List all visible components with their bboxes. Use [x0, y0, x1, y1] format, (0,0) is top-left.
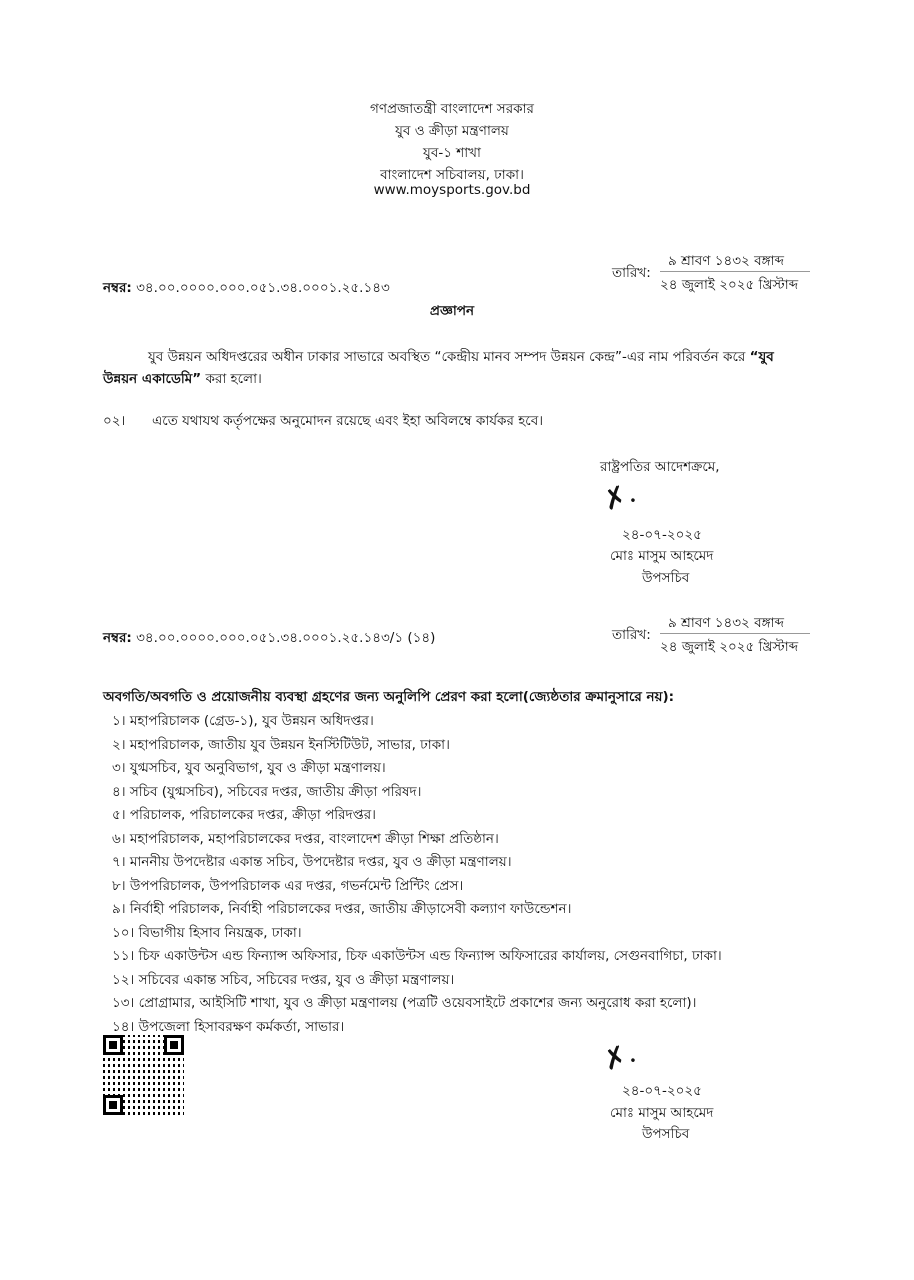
signature-mark: ✗. [598, 1035, 641, 1078]
copy-item: ২। মহাপরিচালক, জাতীয় যুব উন্নয়ন ইনস্টিটিউট, সাভার, ঢাকা। [112, 737, 450, 753]
header-address: বাংলাদেশ সচিবালয়, ঢাকা। [380, 167, 524, 183]
copy-item: ৭। মাননীয় উপদেষ্টার একান্ত সচিব, উপদেষ্টার দপ্তর, যুব ও ক্রীড়া মন্ত্রণালয়। [112, 854, 512, 870]
date-divider [660, 271, 810, 272]
signatory-designation: উপসচিব [642, 570, 690, 586]
signatory-name: মোঃ মাসুম আহমেদ [610, 548, 714, 564]
copy-item: ৩। যুগ্মসচিব, যুব অনুবিভাগ, যুব ও ক্রীড়া মন্ত্রণালয়। [112, 760, 386, 776]
qr-code [103, 1035, 184, 1115]
copy-item: ১৩। প্রোগ্রামার, আইসিটি শাখা, যুব ও ক্রীড়া মন্ত্রণালয় (পত্রটি ওয়েবসাইটে প্রকাশের জন্য অনুরোধ করা হলো)। [112, 995, 697, 1011]
para1-text: যুব উন্নয়ন অধিদপ্তরের অধীন ঢাকার সাভারে অবস্থিত “কেন্দ্রীয় মানব সম্পদ উন্নয়ন কেন্দ্র”-এর নাম পরিবর্তন করে [148, 349, 750, 365]
signatory-name: মোঃ মাসুম আহমেদ [610, 1105, 714, 1121]
date-divider [660, 633, 810, 634]
signatory-designation: উপসচিব [642, 1126, 690, 1142]
new-name-part1: “যুব [749, 349, 774, 365]
paragraph-2-text: এতে যথাযথ কর্তৃপক্ষের অনুমোদন রয়েছে এবং ইহা অবিলম্বে কার্যকর হবে। [152, 413, 544, 429]
body-paragraph-1 [148, 346, 774, 369]
copy-item: ৯। নির্বাহী পরিচালক, নির্বাহী পরিচালকের দপ্তর, জাতীয় ক্রীড়াসেবী কল্যাণ ফাউন্ডেশন। [112, 901, 572, 917]
body-paragraph-1-cont [103, 368, 262, 391]
copy-item: ৫। পরিচালক, পরিচালকের দপ্তর, ক্রীড়া পরিদপ্তর। [112, 807, 376, 823]
copy-item: ৪। সচিব (যুগ্মসচিব), সচিবের দপ্তর, জাতীয় ক্রীড়া পরিষদ। [112, 784, 422, 800]
copy-item: ১১। চিফ একাউন্টস এন্ড ফিন্যান্স অফিসার, চিফ একাউন্টস এন্ড ফিন্যান্স অফিসারের কার্যালয়, সেগুনবাগিচা, ঢাকা। [112, 948, 722, 964]
header-branch: যুব-১ শাখা [423, 145, 481, 161]
header-website: www.moysports.gov.bd [373, 182, 531, 198]
date-gregorian: ২৪ জুলাই ২০২৫ খ্রিস্টাব্দ [660, 639, 799, 655]
header-government: গণপ্রজাতন্ত্রী বাংলাদেশ সরকার [370, 101, 534, 117]
memo-date [612, 250, 812, 293]
date-gregorian: ২৪ জুলাই ২০২৫ খ্রিস্টাব্দ [660, 277, 799, 293]
number-label: নম্বর: [103, 630, 132, 646]
new-name-part2: উন্নয়ন একাডেমি” [103, 371, 202, 387]
presidential-order: রাষ্ট্রপতির আদেশক্রমে, [600, 459, 720, 475]
date-label: তারিখ: [612, 265, 651, 281]
document-title: প্রজ্ঞাপন [429, 303, 475, 319]
number-value: ৩৪.০০.০০০০.০০০.০৫১.৩৪.০০০১.২৫.১৪৩/১ (১৪) [136, 630, 436, 646]
number-label: নম্বর: [103, 280, 132, 296]
memo-number [103, 277, 390, 300]
date-bangla: ৯ শ্রাবণ ১৪৩২ বঙ্গাব্দ [668, 615, 784, 631]
copy-item: ৬। মহাপরিচালক, মহাপরিচালকের দপ্তর, বাংলাদেশ ক্রীড়া শিক্ষা প্রতিষ্ঠান। [112, 831, 499, 847]
paragraph-2-number: ০২। [103, 413, 126, 429]
copy-item: ১০। বিভাগীয় হিসাব নিয়ন্ত্রক, ঢাকা। [112, 925, 302, 941]
copy-item: ১। মহাপরিচালক (গ্রেড-১), যুব উন্নয়ন অধিদপ্তর। [112, 713, 374, 729]
memo2-number [103, 627, 435, 650]
para1-end: করা হলো। [201, 371, 262, 387]
number-value: ৩৪.০০.০০০০.০০০.০৫১.৩৪.০০০১.২৫.১৪৩ [136, 280, 390, 296]
date-bangla: ৯ শ্রাবণ ১৪৩২ বঙ্গাব্দ [668, 253, 784, 269]
date-label: তারিখ: [612, 627, 651, 643]
memo2-date [612, 612, 812, 655]
copy-item: ১২। সচিবের একান্ত সচিব, সচিবের দপ্তর, যুব ও ক্রীড়া মন্ত্রণালয়। [112, 972, 455, 988]
copy-item: ১৪। উপজেলা হিসাবরক্ষণ কর্মকর্তা, সাভার। [112, 1019, 345, 1035]
copy-item: ৮। উপপরিচালক, উপপরিচালক এর দপ্তর, গভর্নমেন্ট প্রিন্টিং প্রেস। [112, 878, 464, 894]
signature-mark: ✗. [598, 475, 641, 518]
header-ministry: যুব ও ক্রীড়া মন্ত্রণালয় [395, 123, 509, 139]
signature-date: ২৪-০৭-২০২৫ [622, 1083, 702, 1099]
copy-heading: অবগতি/অবগতি ও প্রয়োজনীয় ব্যবস্থা গ্রহণের জন্য অনুলিপি প্রেরণ করা হলো(জ্যেষ্ঠতার ক্রমানুসারে নয়): [103, 689, 675, 705]
signature-date: ২৪-০৭-২০২৫ [622, 527, 702, 543]
